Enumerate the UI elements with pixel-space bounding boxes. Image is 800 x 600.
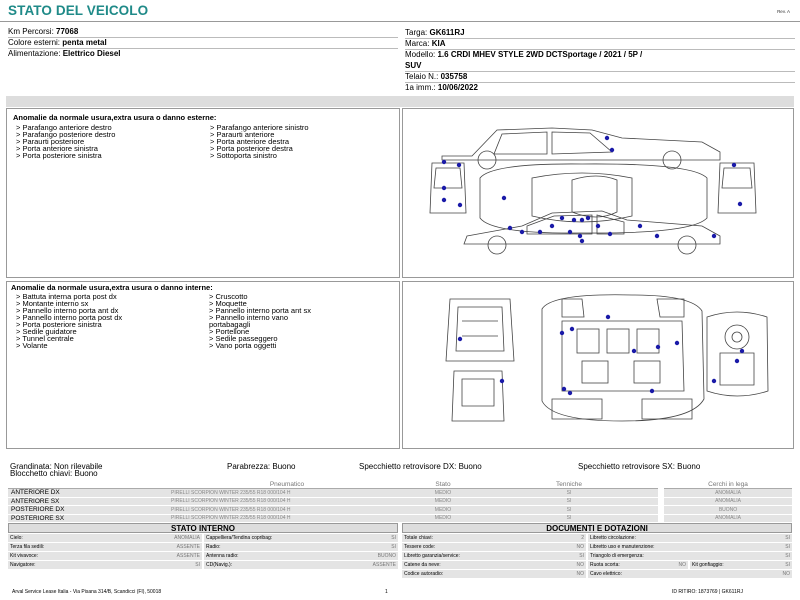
tyre-stato: MEDIO (406, 497, 480, 506)
internal-item: > Pannello interno porta ant dx (16, 306, 119, 315)
table-row (8, 514, 658, 523)
row-divider (405, 82, 795, 83)
table-row (8, 506, 658, 515)
table-row (8, 489, 658, 498)
specchietto-sx-status: Specchietto retrovisore SX: Buono (578, 462, 701, 471)
row-divider (405, 49, 795, 50)
car-interior-diagram (402, 281, 794, 449)
stato-interno-cell: Kit vivavoce: ASSENTE (10, 553, 200, 559)
header-cell (8, 480, 168, 489)
tyre-stato: MEDIO (406, 489, 480, 498)
external-item: > Parafango anteriore destro (16, 123, 112, 132)
tyre-model: PIRELLI SCORPION WINTER 235/55 R18 000/104 H (168, 497, 406, 506)
tyre-tecniche: SI (480, 497, 658, 506)
bloccaggio-status: Blocchetto chiavi: Buono (10, 469, 98, 478)
documenti-cell: Ruota scorta: NO (590, 562, 686, 568)
tyre-stato: MEDIO (406, 514, 480, 523)
cerchi-value: ANOMALIA (664, 497, 792, 506)
internal-item: > Cruscotto (209, 292, 248, 301)
table-row (8, 497, 658, 506)
header-stato: Stato (406, 480, 480, 489)
tyre-table-header (8, 480, 658, 489)
telaio-row: Telaio N.: 035758 (405, 72, 468, 81)
tyre-position: ANTERIORE DX (8, 489, 168, 498)
internal-item: > Montante interno sx (16, 299, 89, 308)
cerchi-value: ANOMALIA (664, 489, 792, 498)
internal-item: > Pannello interno porta post dx (16, 313, 123, 322)
internal-item: > Pannello interno porta ant sx (209, 306, 311, 315)
external-item: > Paraurti posteriore (16, 137, 85, 146)
external-anomalies-title: Anomalie da normale usura,extra usura o danno esterne: (13, 113, 217, 122)
stato-interno-title: STATO INTERNO (8, 523, 398, 533)
external-item: > Porta posteriore destra (210, 144, 293, 153)
internal-item: > Vano porta oggetti (209, 341, 277, 350)
tyre-stato: MEDIO (406, 506, 480, 515)
external-item: > Paraurti anteriore (210, 130, 275, 139)
tyre-model: PIRELLI SCORPION WINTER 235/55 R18 000/104 H (168, 506, 406, 515)
documenti-cell: Libretto garanzia/service: SI (404, 553, 584, 559)
stato-interno-cell: Cappelliera/Tendina copribag: SI (206, 535, 396, 541)
targa-row: Targa: GK611RJ (405, 28, 465, 37)
tyre-tecniche: SI (480, 514, 658, 523)
tyre-tecniche: SI (480, 489, 658, 498)
alimentazione-row: Alimentazione: Elettrico Diesel (8, 49, 121, 58)
internal-item: > Volante (16, 341, 48, 350)
km-row: Km Percorsi: 77068 (8, 27, 79, 36)
page-title: STATO DEL VEICOLO (8, 3, 149, 18)
stato-interno-cell: Navigatore: SI (10, 562, 200, 568)
documenti-cell: Codice autoradio: NO (404, 571, 584, 577)
cerchi-value: BUONO (664, 506, 792, 515)
stato-interno-cell: Radio: SI (206, 544, 396, 550)
modello-row: Modello: 1.6 CRDI MHEV STYLE 2WD DCTSportage / 2021 / 5P / (405, 50, 643, 59)
external-item: > Sottoporta sinistro (210, 151, 277, 160)
internal-item: > Sedile guidatore (16, 327, 77, 336)
cerchi-value: ANOMALIA (664, 514, 792, 523)
revision-label: Rev. A (777, 9, 790, 14)
parabrezza-status: Parabrezza: Buono (227, 462, 296, 471)
internal-item: > Portellone (209, 327, 250, 336)
external-item: > Porta posteriore sinistra (16, 151, 102, 160)
marca-row: Marca: KIA (405, 39, 446, 48)
documenti-cell: Catene da neve: NO (404, 562, 584, 568)
internal-item: > Tunnel centrale (16, 334, 74, 343)
row-divider (405, 38, 795, 39)
car-exterior-diagram (402, 108, 794, 278)
tyre-model: PIRELLI SCORPION WINTER 235/55 R18 000/104 H (168, 514, 406, 523)
internal-anomalies-title: Anomalie da normale usura,extra usura o danno interne: (11, 283, 213, 292)
header-pneumatico: Pneumatico (168, 480, 406, 489)
header-divider (0, 21, 800, 22)
row-divider (8, 37, 398, 38)
tyre-model: PIRELLI SCORPION WINTER 235/55 R18 000/104 H (168, 489, 406, 498)
specchietto-dx-status: Specchietto retrovisore DX: Buono (359, 462, 482, 471)
external-item: > Parafango posteriore destro (16, 130, 116, 139)
documenti-title: DOCUMENTI E DOTAZIONI (402, 523, 792, 533)
documenti-cell: Libretto circolazione: SI (590, 535, 790, 541)
internal-item: > Porta posteriore sinistra (16, 320, 102, 329)
stato-interno-cell: Terza fila sedili: ASSENTE (10, 544, 200, 550)
tyre-position: POSTERIORE DX (8, 506, 168, 515)
external-item: > Porta anteriore sinistra (16, 144, 98, 153)
immatricolazione-row: 1a imm.: 10/06/2022 (405, 83, 478, 92)
documenti-cell: Libretto uso e manutenzione: SI (590, 544, 790, 550)
footer-company: Arval Service Lease Italia - Via Pisana 314/B, Scandicci (FI), 50018 (12, 589, 162, 595)
documenti-cell: Kit gonfiaggio: SI (692, 562, 790, 568)
tyre-table (8, 480, 658, 523)
internal-item: > Pannello interno vano (209, 313, 289, 322)
footer-page-number: 1 (385, 589, 388, 595)
stato-interno-cell: CD(Navig.): ASSENTE (206, 562, 396, 568)
cerchi-header: Cerchi in lega (664, 480, 792, 489)
footer-id: ID RITIRO: 1873769 | GK611RJ (672, 589, 743, 595)
colore-row: Colore esterni: penta metal (8, 38, 107, 47)
internal-item: > Moquette (209, 299, 247, 308)
stato-interno-cell: Cielo: ANOMALIA (10, 535, 200, 541)
tyre-position: POSTERIORE SX (8, 514, 168, 523)
section-band (6, 96, 794, 107)
modello-row-cont: SUV (405, 61, 422, 70)
grandinata-status: Grandinata: Non rilevabile (10, 462, 103, 471)
external-item: > Parafango anteriore sinistro (210, 123, 309, 132)
row-divider (8, 48, 398, 49)
external-item: > Porta anteriore destra (210, 137, 290, 146)
documenti-cell: Cavo elettrico: NO (590, 571, 790, 577)
stato-interno-cell: Antenna radio: BUONO (206, 553, 396, 559)
documenti-cell: Tessere code: NO (404, 544, 584, 550)
header-tecniche: Tenniche (480, 480, 658, 489)
internal-item: > Battuta interna porta post dx (16, 292, 117, 301)
tyre-tecniche: SI (480, 506, 658, 515)
documenti-cell: Totale chiavi: 2 (404, 535, 584, 541)
cerchi-table (664, 480, 792, 523)
row-divider (405, 71, 795, 72)
tyre-position: ANTERIORE SX (8, 497, 168, 506)
internal-item: > Sedile passeggero (209, 334, 278, 343)
documenti-cell: Triangolo di emergenza: SI (590, 553, 790, 559)
internal-item: portabagagli (209, 320, 251, 329)
